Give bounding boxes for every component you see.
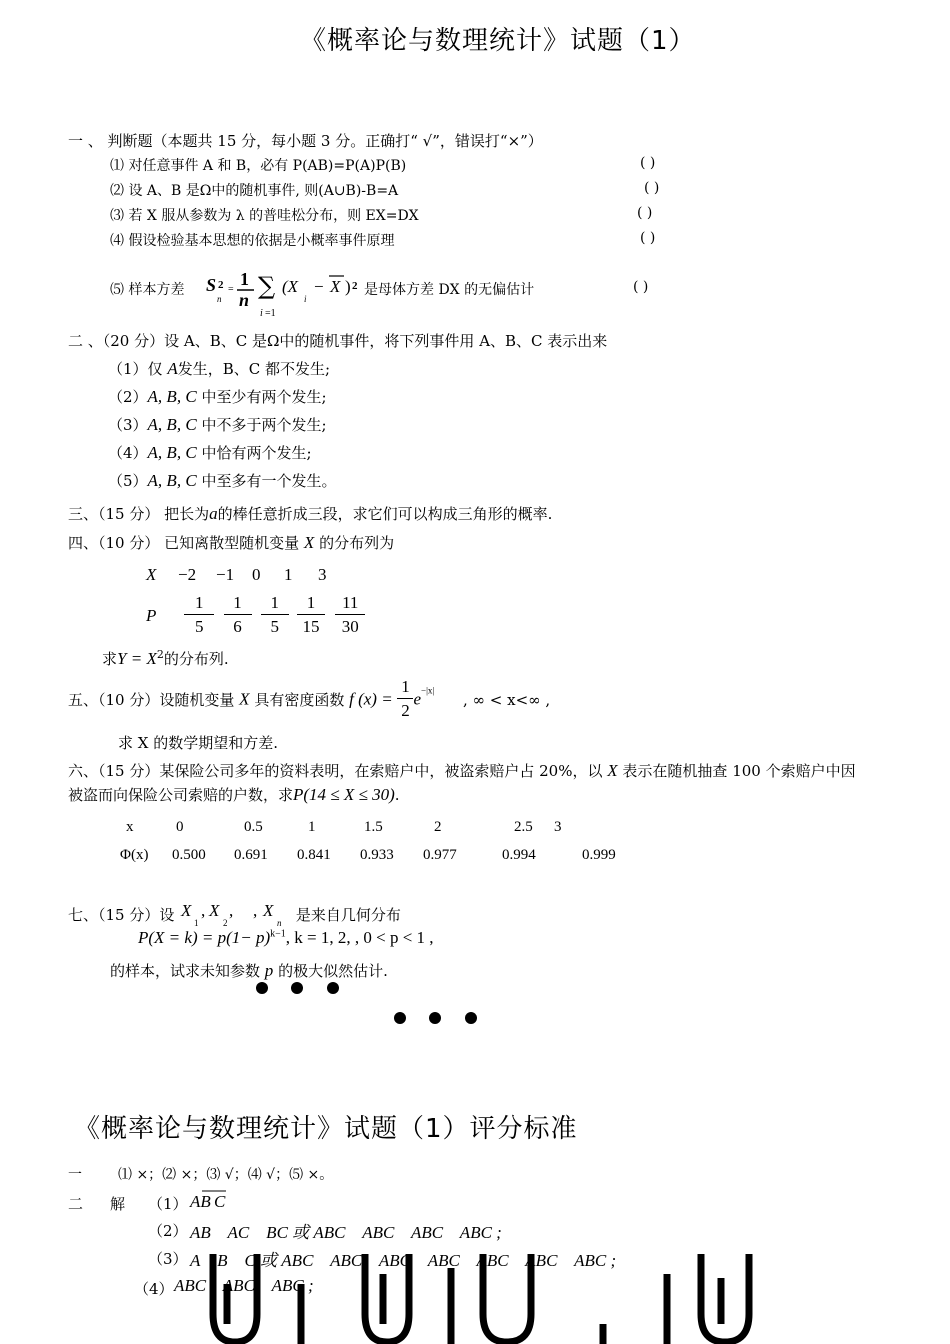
svg-text:X: X xyxy=(263,901,274,920)
s1-item-3: ⑶ 若 X 服从参数为 λ 的普哇松分布，则 EX=DX xyxy=(110,208,419,224)
s1-item-5-prefix: ⑸ 样本方差 xyxy=(110,282,185,298)
answer-2-3-no: （3） xyxy=(148,1250,188,1268)
answer-paren-2: ( ) xyxy=(644,180,660,196)
s2-item-5: （5）A, B, C 中至多有一个发生。 xyxy=(108,471,337,490)
separator-dot xyxy=(327,982,339,994)
answer-2-4: ABC ABC ABC ; xyxy=(174,1276,314,1295)
distribution-table-row2: P $\frac{1}{5}$ $\frac{1}{6}$ $\frac{1}{5}$ $\frac{1}{15}$ $\frac{11}{30}$ xyxy=(146,592,365,639)
geometric-pmf: $P(X = k) = p(1- p)^{k-1}$, k = 1, 2, , 0 < p < 1 , xyxy=(138,928,434,947)
svg-text:1: 1 xyxy=(194,918,199,928)
answer-2-1-formula xyxy=(188,1186,238,1214)
answer-2-2-no: （2） xyxy=(148,1222,188,1240)
svg-text:,: , xyxy=(201,901,206,920)
section-2-heading: 二 、（20 分）设 A、B、C 是Ω中的随机事件，将下列事件用 A、B、C 表示出来 xyxy=(68,332,608,350)
answer-2-3: A B C 或 ABC ABC ABC ABC ABC ABC ABC ; xyxy=(190,1251,617,1270)
separator-dot xyxy=(291,982,303,994)
svg-text:X: X xyxy=(181,901,192,920)
section-4-heading: 四、（10 分） 已知离散型随机变量 X 的分布列为 xyxy=(68,533,395,552)
svg-text:,: , xyxy=(253,901,258,920)
phi-table-value-row: Φ(x) 0.500 0.691 0.841 0.933 0.977 0.994 0.999 xyxy=(120,847,616,863)
distribution-table-row1: X −2 −1 0 1 3 xyxy=(146,565,327,584)
svg-text:2: 2 xyxy=(218,279,224,291)
svg-text:n: n xyxy=(217,294,222,304)
s1-item-1: ⑴ 对任意事件 A 和 B，必有 P(AB)=P(A)P(B) xyxy=(110,158,407,174)
section-5-heading: 五、（10 分）设随机变量 X 具有密度函数 f (x) = $\frac{1}{2}$ $e^{-|x|}$ , ∞ < x<∞ , xyxy=(68,677,551,720)
separator-dot xyxy=(465,1012,477,1024)
svg-text:AB: AB xyxy=(190,1192,211,1211)
svg-text:∑: ∑ xyxy=(258,272,276,300)
svg-text:S: S xyxy=(206,275,217,295)
svg-text:X: X xyxy=(330,277,341,296)
svg-text:−: − xyxy=(314,277,324,296)
svg-text:2: 2 xyxy=(352,280,358,292)
phi-table-x-row: x 0 0.5 1 1.5 2 2.5 3 xyxy=(126,819,562,835)
section-7-heading: 七、（15 分）设 X 1 , X 2 , , X n 是来自几何分布 xyxy=(68,901,401,928)
sample-variables xyxy=(179,900,291,930)
answer-key-title: 《概率论与数理统计》试题（1）评分标准 xyxy=(74,1114,578,1144)
svg-text:n: n xyxy=(239,290,250,310)
svg-text:=1: =1 xyxy=(265,308,276,319)
answer-2-1-no: （1） xyxy=(148,1195,188,1213)
watermark-graphic xyxy=(205,1254,765,1344)
section-1-heading: 一 、 判断题（本题共 15 分，每小题 3 分。正确打“ √”，错误打“×”） xyxy=(68,132,543,150)
svg-text:X: X xyxy=(209,901,220,920)
svg-text:): ) xyxy=(345,277,351,296)
answer-paren-1: ( ) xyxy=(640,155,656,171)
svg-text:i: i xyxy=(260,308,263,319)
s1-item-4: ⑷ 假设检验基本思想的依据是小概率事件原理 xyxy=(110,233,395,249)
section-6-line-2: 被盗而向保险公司索赔的户数，求P(14 ≤ X ≤ 30). xyxy=(68,785,400,804)
svg-text:C: C xyxy=(214,1192,226,1211)
answer-paren-4: ( ) xyxy=(640,230,656,246)
s4-question: 求$Y = X^2$的分布列. xyxy=(102,648,229,668)
answer-1: ⑴ ×；⑵ ×；⑶ √；⑷ √；⑸ ×。 xyxy=(118,1167,334,1183)
s2-item-3: （3）A, B, C 中不多于两个发生; xyxy=(108,415,327,434)
svg-text:i: i xyxy=(304,294,307,304)
separator-dot xyxy=(394,1012,406,1024)
s2-item-2: （2）A, B, C 中至少有两个发生; xyxy=(108,387,327,406)
s2-item-1: （1）仅 A发生，B、C 都不发生; xyxy=(108,359,331,378)
answer-2-jie: 解 xyxy=(110,1195,126,1213)
svg-text:1: 1 xyxy=(240,269,249,289)
s1-item-5-suffix: 是母体方差 DX 的无偏估计 xyxy=(364,282,535,298)
section-6-line-1: 六、（15 分）某保险公司多年的资料表明，在索赔户中，被盗索赔户占 20%，以 X 表示在随机抽查 100 个索赔户中因 xyxy=(68,761,856,780)
svg-text:n: n xyxy=(277,918,282,928)
svg-text:2: 2 xyxy=(223,918,228,928)
svg-text:,: , xyxy=(229,901,234,920)
s1-item-2: ⑵ 设 A、B 是Ω中的随机事件, 则(A∪B)-B=A xyxy=(110,183,399,199)
answer-1-label: 一 xyxy=(68,1167,82,1183)
s5-question: 求 X 的数学期望和方差. xyxy=(118,734,278,752)
answer-2-2: AB AC BC 或 ABC ABC ABC ABC ; xyxy=(190,1223,502,1242)
section-3: 三、（15 分） 把长为a的棒任意折成三段，求它们可以构成三角形的概率. xyxy=(68,504,553,523)
s7-question: 的样本，试求未知参数 p 的极大似然估计. xyxy=(110,961,388,980)
answer-paren-3: ( ) xyxy=(637,205,653,221)
answer-paren-5: ( ) xyxy=(633,279,649,295)
sample-variance-formula xyxy=(204,262,364,320)
svg-text:(X: (X xyxy=(282,277,299,296)
answer-2-4-no: （4） xyxy=(134,1280,174,1298)
separator-dot xyxy=(256,982,268,994)
s2-item-4: （4）A, B, C 中恰有两个发生; xyxy=(108,443,312,462)
answer-2-label: 二 xyxy=(68,1195,84,1213)
svg-text:=: = xyxy=(228,284,234,295)
page-title: 《概率论与数理统计》试题（1） xyxy=(300,26,696,56)
separator-dot xyxy=(429,1012,441,1024)
